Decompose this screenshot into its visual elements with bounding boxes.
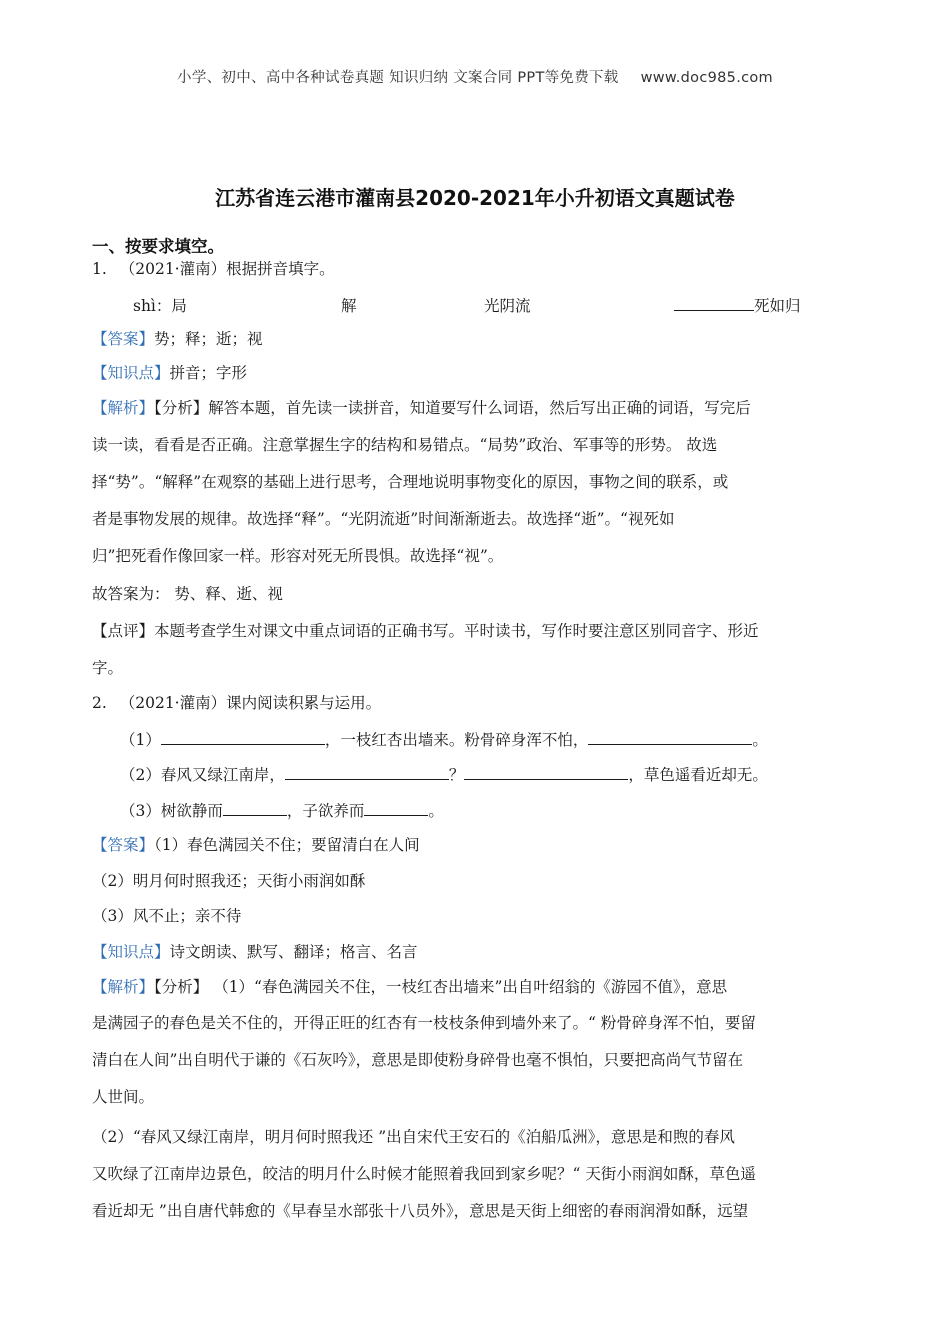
analysis-line: 是满园子的春色是关不住的，开得正旺的红杏有一枝枝条伸到墙外来了。“ 粉骨碎身浑不怕，要留 [92, 1014, 756, 1032]
question-1-stem [92, 259, 335, 279]
analysis-line: 看近却无 ”出自唐代韩愈的《早春呈水部张十八员外》，意思是天街上细密的春雨润滑如酥，远望 [92, 1202, 749, 1220]
analysis-text: 【分析】解答本题，首先读一读拼音，知道要写什么词语，然后写出正确的词语，写完后 [154, 399, 751, 417]
fill-item-prefix: （3）树欲静而 [120, 802, 223, 820]
pinyin-blank-item [674, 294, 801, 316]
analysis-line: 择“势”。“解释”在观察的基础上进行思考，合理地说明事物变化的原因，事物之间的联系，或 [92, 473, 729, 491]
answer-blank[interactable] [364, 800, 428, 816]
final-answer-line: 故答案为： 势、释、逝、视 [92, 585, 283, 603]
answer-line: （3）风不止；亲不待 [92, 907, 242, 925]
question-stem-text: （2021·灌南）课内阅读积累与运用。 [119, 694, 382, 712]
answer-text: 势；释；逝；视 [154, 330, 263, 348]
answer-line [92, 835, 420, 855]
answer-blank[interactable] [464, 764, 628, 780]
answer-blank[interactable] [161, 729, 325, 745]
analysis-line: 人世间。 [92, 1088, 155, 1106]
comment-line: 字。 [92, 659, 124, 677]
analysis-line: 清白在人间”出自明代于谦的《石灰吟》，意思是即使粉身碎骨也毫不惧怕，只要把高尚气节留在 [92, 1051, 744, 1069]
knowledge-text: 诗文朗读、默写、翻译；格言、名言 [169, 943, 418, 961]
comment-line: 【点评】本题考查学生对课文中重点词语的正确书写。平时读书，写作时要注意区别同音字、形近 [92, 622, 759, 640]
analysis-line: 又吹绿了江南岸边景色，皎洁的明月什么时候才能照着我回到家乡呢？“ 天街小雨润如酥，草色遥 [92, 1165, 756, 1183]
answer-tag: 【答案】 [92, 330, 155, 348]
question-2-stem [92, 693, 381, 713]
knowledge-line [92, 363, 247, 383]
answer-blank[interactable] [285, 764, 449, 780]
fill-item-prefix: （2）春风又绿江南岸， [120, 766, 285, 784]
fill-item-end: 。 [428, 802, 444, 820]
analysis-line [92, 977, 727, 997]
fill-item-end: ，草色遥看近却无。 [628, 766, 768, 784]
analysis-text: 【分析】 （1）“春色满园关不住，一枝红杏出墙来”出自叶绍翁的《游园不值》，意思 [154, 978, 728, 996]
fill-item-2 [120, 764, 768, 785]
knowledge-line [92, 942, 418, 962]
fill-item-prefix: （1） [120, 731, 161, 749]
fill-item-1 [120, 729, 768, 750]
answer-text: （1）春色满园关不住；要留清白在人间 [154, 836, 420, 854]
analysis-line: （2）“春风又绿江南岸，明月何时照我还 ”出自宋代王安石的《泊船瓜洲》，意思是和煦的春风 [92, 1128, 735, 1146]
analysis-line: 者是事物发展的规律。故选择“释”。“光阴流逝”时间渐渐逝去。故选择“逝”。“视死如 [92, 510, 675, 528]
answer-blank[interactable] [223, 800, 287, 816]
answer-tag: 【答案】 [92, 836, 155, 854]
knowledge-tag: 【知识点】 [92, 364, 170, 382]
document-title: 江苏省连云港市灌南县2020-2021年小升初语文真题试卷 [215, 186, 735, 210]
fill-item-mid: ，一枝红杏出墙来。粉骨碎身浑不怕， [324, 731, 589, 749]
analysis-line: 读一读，看看是否正确。注意掌握生字的结构和易错点。“局势”政治、军事等的形势。 故选 [92, 436, 718, 454]
analysis-tag: 【解析】 [92, 978, 155, 996]
fill-item-3 [120, 800, 444, 821]
pinyin-item: 解 [341, 297, 357, 315]
question-number: 2. [92, 694, 107, 712]
question-number: 1. [92, 260, 107, 278]
answer-blank[interactable] [674, 295, 754, 311]
fill-item-mid: ？ [448, 766, 465, 784]
answer-line: （2）明月何时照我还；天街小雨润如酥 [92, 872, 366, 890]
section-heading: 一、按要求填空。 [92, 237, 224, 256]
pinyin-item: 光阴流 [484, 297, 531, 315]
knowledge-text: 拼音；字形 [169, 364, 248, 382]
pinyin-item: 死如归 [754, 297, 801, 315]
analysis-line [92, 398, 751, 418]
fill-item-end: 。 [752, 731, 768, 749]
answer-blank[interactable] [588, 729, 752, 745]
fill-item-mid: ，子欲养而 [286, 802, 365, 820]
page-header-banner [0, 66, 950, 87]
knowledge-tag: 【知识点】 [92, 943, 170, 961]
analysis-line: 归”把死看作像回家一样。形容对死无所畏惧。故选择“视”。 [92, 547, 504, 565]
header-url: www.doc985.com [640, 70, 773, 86]
question-stem-text: （2021·灌南）根据拼音填字。 [119, 260, 335, 278]
header-banner-text: 小学、初中、高中各种试卷真题 知识归纳 文案合同 PPT等免费下载 [177, 70, 619, 86]
pinyin-item: shì：局 [133, 297, 187, 315]
analysis-tag: 【解析】 [92, 399, 155, 417]
answer-line [92, 329, 263, 349]
